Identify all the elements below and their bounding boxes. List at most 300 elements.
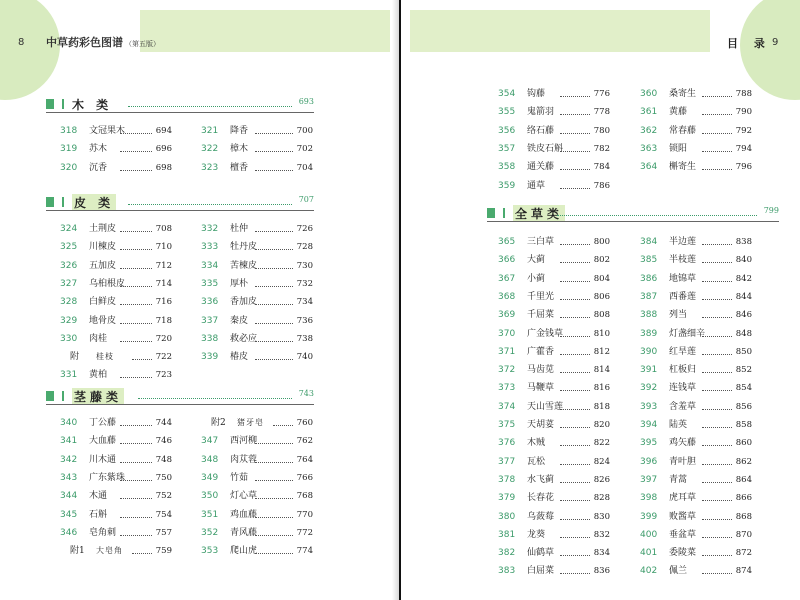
entry-page: 816 — [593, 383, 610, 394]
toc-entry[interactable] — [640, 327, 752, 341]
entry-leader-dots — [702, 96, 732, 97]
section-marker-icon — [46, 391, 54, 401]
toc-entry[interactable] — [60, 277, 172, 291]
toc-entry[interactable] — [201, 416, 313, 430]
toc-entry[interactable] — [498, 290, 610, 304]
toc-entry[interactable] — [640, 308, 752, 322]
entry-number: 391 — [640, 365, 658, 376]
entry-leader-dots — [120, 341, 152, 342]
entry-page: 778 — [593, 107, 610, 118]
entry-page: 718 — [155, 315, 172, 326]
corner-circle-left — [0, 0, 60, 100]
section-header-wood — [46, 97, 314, 111]
entry-name: 灯心草 — [230, 491, 258, 502]
toc-entry[interactable] — [640, 528, 752, 542]
entry-number: 325 — [60, 242, 78, 253]
entry-name: 沉香 — [89, 162, 108, 173]
entry-page: 714 — [155, 278, 172, 289]
toc-entry[interactable] — [60, 350, 172, 364]
entry-leader-dots — [560, 244, 590, 245]
entry-leader-dots — [255, 323, 293, 324]
toc-entry[interactable] — [60, 453, 172, 467]
entry-name: 佩兰 — [669, 566, 688, 577]
entry-name: 五加皮 — [89, 260, 117, 271]
entry-number: 375 — [498, 420, 516, 430]
entry-name: 爬山虎 — [230, 546, 258, 557]
entry-page: 830 — [593, 511, 610, 522]
entry-number: 354 — [498, 89, 516, 99]
toc-entry[interactable] — [201, 526, 313, 540]
entry-leader-dots — [560, 372, 590, 373]
entry-number: 400 — [640, 529, 658, 540]
entry-name: 桂枝 — [96, 352, 114, 362]
entry-name: 鸡血藤 — [230, 509, 258, 520]
entry-name: 西番莲 — [669, 291, 697, 302]
toc-entry[interactable] — [60, 434, 172, 448]
toc-entry[interactable] — [60, 259, 172, 273]
toc-entry[interactable] — [498, 436, 610, 450]
toc-entry[interactable] — [640, 436, 752, 450]
entry-leader-dots — [120, 133, 152, 134]
toc-entry[interactable] — [498, 253, 610, 267]
entry-page: 802 — [593, 255, 610, 266]
entry-number: 389 — [640, 328, 658, 339]
entry-page: 782 — [593, 143, 610, 154]
entry-leader-dots — [560, 390, 590, 391]
entry-page: 708 — [155, 224, 172, 234]
entry-leader-dots — [560, 299, 590, 300]
entry-name: 川楝皮 — [89, 242, 117, 253]
entry-page: 704 — [296, 162, 313, 173]
toc-entry[interactable] — [201, 295, 313, 309]
toc-entry[interactable] — [201, 142, 313, 156]
toc-entry[interactable] — [640, 491, 752, 505]
entry-page: 702 — [296, 144, 313, 155]
entry-leader-dots — [273, 425, 293, 426]
entry-name: 委陵菜 — [669, 548, 697, 559]
toc-entry[interactable] — [60, 526, 172, 540]
section-page: 693 — [298, 97, 314, 106]
entry-number: 323 — [201, 162, 219, 173]
entry-number: 324 — [60, 224, 78, 234]
entry-number: 337 — [201, 315, 219, 326]
entry-leader-dots — [702, 114, 732, 115]
entry-leader-dots — [560, 354, 590, 355]
entry-page: 736 — [296, 315, 313, 326]
entry-leader-dots — [120, 304, 152, 305]
entry-page: 856 — [735, 401, 752, 412]
header-band-left — [140, 10, 390, 52]
entry-name: 木贼 — [527, 438, 546, 449]
entry-name: 半枝莲 — [669, 255, 697, 266]
toc-entry[interactable] — [201, 277, 313, 291]
entry-number: 398 — [640, 493, 658, 504]
entry-leader-dots — [255, 304, 293, 305]
entry-number: 附1 — [70, 546, 85, 557]
entry-page: 806 — [593, 291, 610, 302]
entry-name: 连钱草 — [669, 383, 697, 394]
entry-name: 肉桂 — [89, 333, 108, 344]
entry-number: 369 — [498, 310, 516, 321]
entry-page: 746 — [155, 436, 172, 447]
toc-entry[interactable] — [60, 544, 172, 558]
entry-page: 794 — [735, 143, 752, 154]
entry-name: 降香 — [230, 126, 249, 136]
toc-entry[interactable] — [640, 363, 752, 377]
entry-number: 377 — [498, 456, 516, 467]
entry-number: 365 — [498, 237, 516, 247]
entry-number: 335 — [201, 278, 219, 289]
entry-page: 840 — [735, 255, 752, 266]
entry-name: 小蓟 — [527, 273, 546, 284]
section-leader — [557, 215, 757, 216]
entry-name: 苏木 — [89, 144, 108, 155]
entry-name: 厚朴 — [230, 278, 249, 289]
toc-entry[interactable] — [60, 124, 172, 138]
entry-leader-dots — [120, 286, 152, 287]
entry-leader-dots — [120, 462, 152, 463]
toc-entry[interactable] — [640, 160, 752, 174]
toc-entry[interactable] — [498, 473, 610, 487]
entry-leader-dots — [560, 133, 590, 134]
entry-name: 列当 — [669, 310, 688, 321]
toc-entry[interactable] — [498, 142, 610, 156]
entry-number: 372 — [498, 365, 516, 376]
toc-entry[interactable] — [498, 381, 610, 395]
toc-entry[interactable] — [498, 345, 610, 359]
toc-entry[interactable] — [201, 161, 313, 175]
entry-name: 白屈菜 — [527, 566, 555, 577]
entry-leader-dots — [702, 573, 732, 574]
entry-leader-dots — [560, 262, 590, 263]
toc-entry[interactable] — [498, 160, 610, 174]
entry-name: 瓦松 — [527, 456, 546, 467]
toc-entry[interactable] — [640, 546, 752, 560]
entry-page: 734 — [296, 297, 313, 308]
entry-name: 地锦草 — [669, 273, 697, 284]
entry-name: 灯盏细辛 — [669, 328, 706, 339]
entry-leader-dots — [120, 425, 152, 426]
entry-name: 长春花 — [527, 493, 555, 504]
entry-number: 370 — [498, 328, 516, 339]
entry-page: 762 — [296, 436, 313, 447]
entry-number: 326 — [60, 260, 78, 271]
entry-leader-dots — [702, 555, 732, 556]
toc-entry[interactable] — [201, 350, 313, 364]
entry-number: 328 — [60, 297, 78, 308]
entry-number: 388 — [640, 310, 658, 321]
entry-number: 344 — [60, 491, 78, 502]
toc-entry[interactable] — [60, 416, 172, 430]
entry-name: 猪牙皂 — [237, 418, 264, 427]
toc-entry[interactable] — [498, 308, 610, 322]
entry-number: 322 — [201, 144, 219, 155]
entry-page: 780 — [593, 125, 610, 136]
entry-leader-dots — [702, 519, 732, 520]
entry-leader-dots — [255, 268, 293, 269]
entry-number: 401 — [640, 548, 658, 559]
entry-number: 402 — [640, 566, 658, 577]
entry-name: 常春藤 — [669, 125, 697, 136]
entry-number: 350 — [201, 491, 219, 502]
toc-entry[interactable] — [498, 400, 610, 414]
entry-name: 龙葵 — [527, 529, 546, 540]
toc-entry[interactable] — [498, 235, 610, 249]
toc-entry[interactable] — [498, 528, 610, 542]
toc-entry[interactable] — [640, 253, 752, 267]
section-header-bark — [46, 195, 314, 209]
entry-leader-dots — [120, 170, 152, 171]
toc-entry[interactable] — [498, 272, 610, 286]
entry-name: 广藿香 — [527, 346, 555, 357]
entry-page: 723 — [155, 370, 172, 381]
entry-leader-dots — [560, 482, 590, 483]
entry-number: 376 — [498, 438, 516, 449]
entry-number: 340 — [60, 418, 78, 428]
toc-entry[interactable] — [498, 546, 610, 560]
toc-entry[interactable] — [60, 142, 172, 156]
toc-entry[interactable] — [498, 87, 610, 101]
entry-name: 千屈菜 — [527, 310, 555, 321]
entry-number: 327 — [60, 278, 78, 289]
toc-entry[interactable] — [640, 381, 752, 395]
entry-leader-dots — [255, 443, 293, 444]
toc-entry[interactable] — [498, 491, 610, 505]
entry-leader-dots — [120, 480, 152, 481]
entry-page: 748 — [155, 454, 172, 465]
entry-name: 椿皮 — [230, 352, 249, 363]
entry-name: 络石藤 — [527, 125, 555, 136]
entry-page: 710 — [155, 242, 172, 253]
entry-number: 336 — [201, 297, 219, 308]
entry-number: 329 — [60, 315, 78, 326]
toc-entry[interactable] — [640, 235, 752, 249]
toc-entry[interactable] — [498, 179, 610, 193]
toc-label: 目 录 — [727, 37, 771, 50]
entry-page: 694 — [155, 126, 172, 136]
entry-name: 大血藤 — [89, 436, 117, 447]
entry-number: 357 — [498, 143, 516, 154]
entry-page: 768 — [296, 491, 313, 502]
entry-name: 竹茹 — [230, 472, 249, 483]
entry-number: 319 — [60, 144, 78, 155]
entry-page: 712 — [155, 260, 172, 271]
toc-entry[interactable] — [201, 544, 313, 558]
entry-page: 852 — [735, 365, 752, 376]
toc-entry[interactable] — [60, 471, 172, 485]
entry-number: 318 — [60, 126, 78, 136]
entry-number: 383 — [498, 566, 516, 577]
entry-number: 339 — [201, 352, 219, 363]
section-bar — [503, 208, 505, 218]
entry-page: 814 — [593, 365, 610, 376]
toc-entry[interactable] — [640, 124, 752, 138]
entry-page: 868 — [735, 511, 752, 522]
entry-page: 854 — [735, 383, 752, 394]
section-marker-icon — [487, 208, 495, 218]
entry-leader-dots — [120, 249, 152, 250]
entry-name: 青风藤 — [230, 527, 258, 538]
entry-name: 青蒿 — [669, 474, 688, 485]
entry-name: 木通 — [89, 491, 108, 502]
entry-number: 390 — [640, 346, 658, 357]
toc-entry[interactable] — [60, 222, 172, 236]
entry-number: 331 — [60, 370, 78, 381]
entry-number: 342 — [60, 454, 78, 465]
entry-name: 败酱草 — [669, 511, 697, 522]
toc-entry[interactable] — [640, 400, 752, 414]
entry-number: 368 — [498, 291, 516, 302]
entry-number: 334 — [201, 260, 219, 271]
toc-entry[interactable] — [640, 87, 752, 101]
toc-entry[interactable] — [60, 240, 172, 254]
entry-page: 812 — [593, 346, 610, 357]
entry-leader-dots — [560, 317, 590, 318]
entry-page: 774 — [296, 546, 313, 557]
entry-page: 786 — [593, 180, 610, 191]
book-title — [46, 34, 160, 50]
section-bar — [62, 99, 64, 109]
entry-page: 759 — [155, 546, 172, 557]
section-leader — [128, 204, 292, 205]
toc-entry[interactable] — [201, 434, 313, 448]
toc-entry[interactable] — [498, 564, 610, 578]
entry-number: 355 — [498, 107, 516, 118]
toc-entry[interactable] — [201, 471, 313, 485]
entry-page: 784 — [593, 162, 610, 173]
entry-leader-dots — [120, 151, 152, 152]
toc-entry[interactable] — [640, 564, 752, 578]
toc-entry[interactable] — [60, 508, 172, 522]
entry-name: 半边莲 — [669, 237, 697, 247]
toc-entry[interactable] — [201, 222, 313, 236]
entry-leader-dots — [702, 336, 732, 337]
entry-page: 862 — [735, 456, 752, 467]
toc-entry[interactable] — [201, 314, 313, 328]
entry-page: 836 — [593, 566, 610, 577]
toc-entry[interactable] — [60, 314, 172, 328]
entry-page: 766 — [296, 472, 313, 483]
toc-entry[interactable] — [498, 124, 610, 138]
toc-entry[interactable] — [640, 272, 752, 286]
toc-entry[interactable] — [60, 368, 172, 382]
entry-page: 870 — [735, 529, 752, 540]
toc-entry[interactable] — [498, 418, 610, 432]
entry-name: 钩藤 — [527, 89, 546, 99]
entry-leader-dots — [255, 341, 293, 342]
entry-page: 770 — [296, 509, 313, 520]
toc-entry[interactable] — [201, 240, 313, 254]
entry-number: 378 — [498, 474, 516, 485]
entry-leader-dots — [702, 133, 732, 134]
entry-leader-dots — [560, 151, 590, 152]
toc-entry[interactable] — [201, 259, 313, 273]
section-leader — [138, 398, 292, 399]
toc-entry[interactable] — [498, 105, 610, 119]
entry-page: 866 — [735, 493, 752, 504]
entry-number: 396 — [640, 456, 658, 467]
toc-entry[interactable] — [60, 161, 172, 175]
entry-name: 三白草 — [527, 237, 555, 247]
entry-name: 鬼箭羽 — [527, 107, 555, 118]
entry-page: 834 — [593, 548, 610, 559]
toc-entry[interactable] — [640, 290, 752, 304]
toc-entry[interactable] — [201, 508, 313, 522]
entry-page: 808 — [593, 310, 610, 321]
section-page: 743 — [298, 389, 314, 398]
entry-leader-dots — [560, 114, 590, 115]
toc-entry[interactable] — [201, 124, 313, 138]
entry-name: 含羞草 — [669, 401, 697, 412]
entry-name: 马齿苋 — [527, 365, 555, 376]
entry-page: 864 — [735, 474, 752, 485]
toc-entry[interactable] — [640, 142, 752, 156]
toc-entry[interactable] — [640, 418, 752, 432]
entry-name: 槲寄生 — [669, 162, 697, 173]
entry-page: 824 — [593, 456, 610, 467]
toc-entry[interactable] — [498, 327, 610, 341]
section-header-vine — [46, 389, 314, 403]
entry-name: 石斛 — [89, 509, 108, 520]
entry-page: 776 — [593, 89, 610, 99]
toc-entry[interactable] — [201, 332, 313, 346]
entry-leader-dots — [132, 553, 152, 554]
entry-number: 349 — [201, 472, 219, 483]
entry-name: 大蓟 — [527, 255, 546, 266]
entry-page: 832 — [593, 529, 610, 540]
entry-number: 附 — [70, 352, 80, 363]
toc-entry[interactable] — [201, 453, 313, 467]
entry-name: 虎耳草 — [669, 493, 697, 504]
entry-leader-dots — [120, 517, 152, 518]
toc-entry[interactable] — [498, 510, 610, 524]
toc-entry[interactable] — [498, 455, 610, 469]
entry-name: 桑寄生 — [669, 89, 697, 99]
entry-page: 822 — [593, 438, 610, 449]
toc-entry[interactable] — [640, 510, 752, 524]
entry-leader-dots — [255, 553, 293, 554]
entry-number: 320 — [60, 162, 78, 173]
toc-entry[interactable] — [60, 332, 172, 346]
toc-entry[interactable] — [640, 105, 752, 119]
entry-page: 804 — [593, 273, 610, 284]
entry-name: 救必应 — [230, 333, 258, 344]
entry-number: 356 — [498, 125, 516, 136]
entry-number: 371 — [498, 346, 516, 357]
toc-entry[interactable] — [640, 345, 752, 359]
toc-entry[interactable] — [640, 455, 752, 469]
toc-entry[interactable] — [60, 489, 172, 503]
toc-entry[interactable] — [498, 363, 610, 377]
entry-page: 820 — [593, 420, 610, 430]
entry-name: 文冠果木 — [89, 126, 126, 136]
right-page-number: 9 — [772, 37, 779, 48]
entry-page: 722 — [155, 352, 172, 363]
entry-number: 338 — [201, 333, 219, 344]
entry-number: 359 — [498, 180, 516, 191]
toc-entry[interactable] — [201, 489, 313, 503]
entry-page: 838 — [735, 237, 752, 247]
entry-leader-dots — [560, 336, 590, 337]
toc-entry[interactable] — [60, 295, 172, 309]
entry-name: 千里光 — [527, 291, 555, 302]
toc-entry[interactable] — [640, 473, 752, 487]
section-marker-icon — [46, 197, 54, 207]
entry-page: 790 — [735, 107, 752, 118]
entry-page: 818 — [593, 401, 610, 412]
entry-leader-dots — [560, 169, 590, 170]
entry-leader-dots — [560, 500, 590, 501]
